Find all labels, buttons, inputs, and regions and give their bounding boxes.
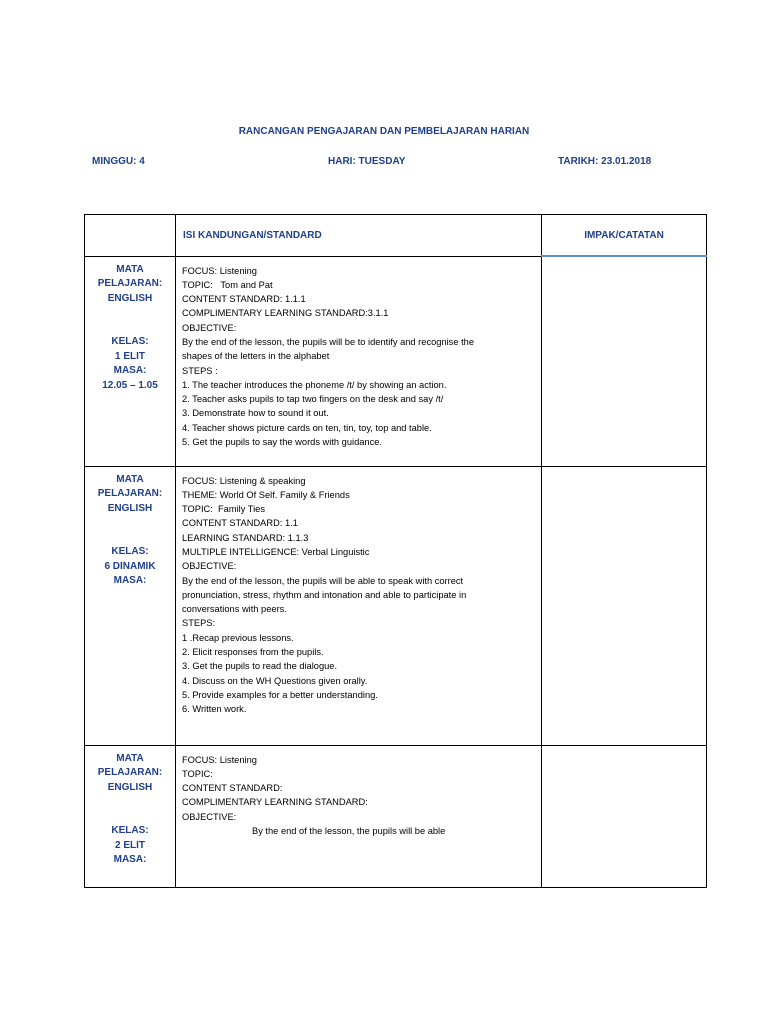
- content-line: 5. Get the pupils to say the words with guidance.: [182, 437, 382, 448]
- content-line: FOCUS: Listening & speaking: [182, 475, 306, 486]
- header-empty-cell: [85, 215, 176, 257]
- subject-cell: [85, 745, 176, 887]
- class-label: KELAS:: [111, 336, 149, 347]
- content-cell: [176, 466, 542, 745]
- content-line: THEME: World Of Self. Family & Friends: [182, 489, 350, 500]
- content-line: 4. Teacher shows picture cards on ten, tin, toy, top and table.: [182, 422, 432, 433]
- content-line: TOPIC: Tom and Pat: [182, 279, 273, 290]
- impact-cell: [542, 466, 707, 745]
- table-header-row: [85, 215, 707, 257]
- content-line: 1 .Recap previous lessons.: [182, 632, 294, 643]
- content-line: 3. Demonstrate how to sound it out.: [182, 408, 329, 419]
- time-value: 12.05 – 1.05: [102, 379, 158, 391]
- subject-line: MATA: [116, 263, 144, 275]
- header-content-cell: ISI KANDUNGAN/STANDARD: [176, 215, 542, 257]
- date-label: TARIKH: 23.01.2018: [558, 156, 652, 167]
- table-row: [85, 256, 707, 466]
- content-line: TOPIC:: [182, 768, 213, 779]
- class-label: KELAS:: [111, 825, 149, 836]
- content-line: STEPS :: [182, 365, 218, 376]
- content-line: 4. Discuss on the WH Questions given orally.: [182, 675, 368, 686]
- impact-cell: [542, 256, 707, 466]
- subject-line: ENGLISH: [107, 781, 153, 793]
- subject-cell: [85, 256, 176, 466]
- content-line: FOCUS: Listening: [182, 265, 257, 276]
- content-line: 2. Elicit responses from the pupils.: [182, 647, 324, 658]
- content-line: By the end of the lesson, the pupils will be to identify and recognise the: [182, 336, 475, 347]
- content-line: COMPLIMENTARY LEARNING STANDARD:: [182, 797, 368, 808]
- time-label: MASA:: [113, 854, 147, 865]
- content-line: OBJECTIVE:: [182, 561, 237, 572]
- subject-cell: [85, 466, 176, 745]
- class-value: 1 ELIT: [114, 350, 145, 362]
- subject-line: MATA: [116, 752, 144, 764]
- table-row: [85, 466, 707, 745]
- subject-line: MATA: [116, 473, 144, 485]
- content-line: CONTENT STANDARD:: [182, 783, 283, 794]
- content-line: TOPIC: Family Ties: [182, 504, 265, 515]
- content-cell: [176, 745, 542, 887]
- content-line: 3. Get the pupils to read the dialogue.: [182, 661, 338, 672]
- subject-line: PELAJARAN:: [97, 278, 163, 289]
- content-line: CONTENT STANDARD: 1.1.1: [182, 294, 306, 305]
- class-value: 6 DINAMIK: [104, 560, 156, 572]
- content-line: 5. Provide examples for a better understanding.: [182, 689, 378, 700]
- time-label: MASA:: [113, 575, 147, 586]
- content-line: shapes of the letters in the alphabet: [182, 351, 330, 362]
- subject-line: PELAJARAN:: [97, 767, 163, 778]
- content-line: 1. The teacher introduces the phoneme /t/ by showing an action.: [182, 379, 447, 390]
- subject-line: ENGLISH: [107, 502, 153, 514]
- impact-cell: [542, 745, 707, 887]
- content-line: STEPS:: [182, 618, 216, 629]
- week-label: MINGGU: 4: [92, 156, 145, 167]
- content-line: OBJECTIVE:: [182, 811, 237, 822]
- content-line: FOCUS: Listening: [182, 754, 257, 765]
- content-cell: [176, 256, 542, 466]
- table-row: [85, 745, 707, 887]
- time-label: MASA:: [113, 365, 147, 376]
- class-value: 2 ELIT: [114, 839, 145, 851]
- header-impact-cell: IMPAK/CATATAN: [542, 215, 707, 257]
- content-line-indented: By the end of the lesson, the pupils will be able: [252, 825, 446, 836]
- content-line: 2. Teacher asks pupils to tap two fingers on the desk and say /t/: [182, 394, 444, 405]
- day-label: HARI: TUESDAY: [328, 156, 406, 167]
- content-line: By the end of the lesson, the pupils will be able to speak with correct: [182, 575, 464, 586]
- content-line: pronunciation, stress, rhythm and intonation and able to participate in: [182, 589, 467, 600]
- lesson-plan-table: [84, 214, 707, 888]
- subject-line: ENGLISH: [107, 292, 153, 304]
- content-line: 6. Written work.: [182, 704, 247, 715]
- document-title: RANCANGAN PENGAJARAN DAN PEMBELAJARAN HARIAN: [238, 126, 530, 137]
- content-line: MULTIPLE INTELLIGENCE: Verbal Linguistic: [182, 546, 370, 557]
- content-line: LEARNING STANDARD: 1.1.3: [182, 532, 309, 543]
- content-line: CONTENT STANDARD: 1.1: [182, 518, 298, 529]
- class-label: KELAS:: [111, 546, 149, 557]
- content-line: conversations with peers.: [182, 604, 287, 615]
- content-line: COMPLIMENTARY LEARNING STANDARD:3.1.1: [182, 308, 389, 319]
- subject-line: PELAJARAN:: [97, 488, 163, 499]
- content-line: OBJECTIVE:: [182, 322, 237, 333]
